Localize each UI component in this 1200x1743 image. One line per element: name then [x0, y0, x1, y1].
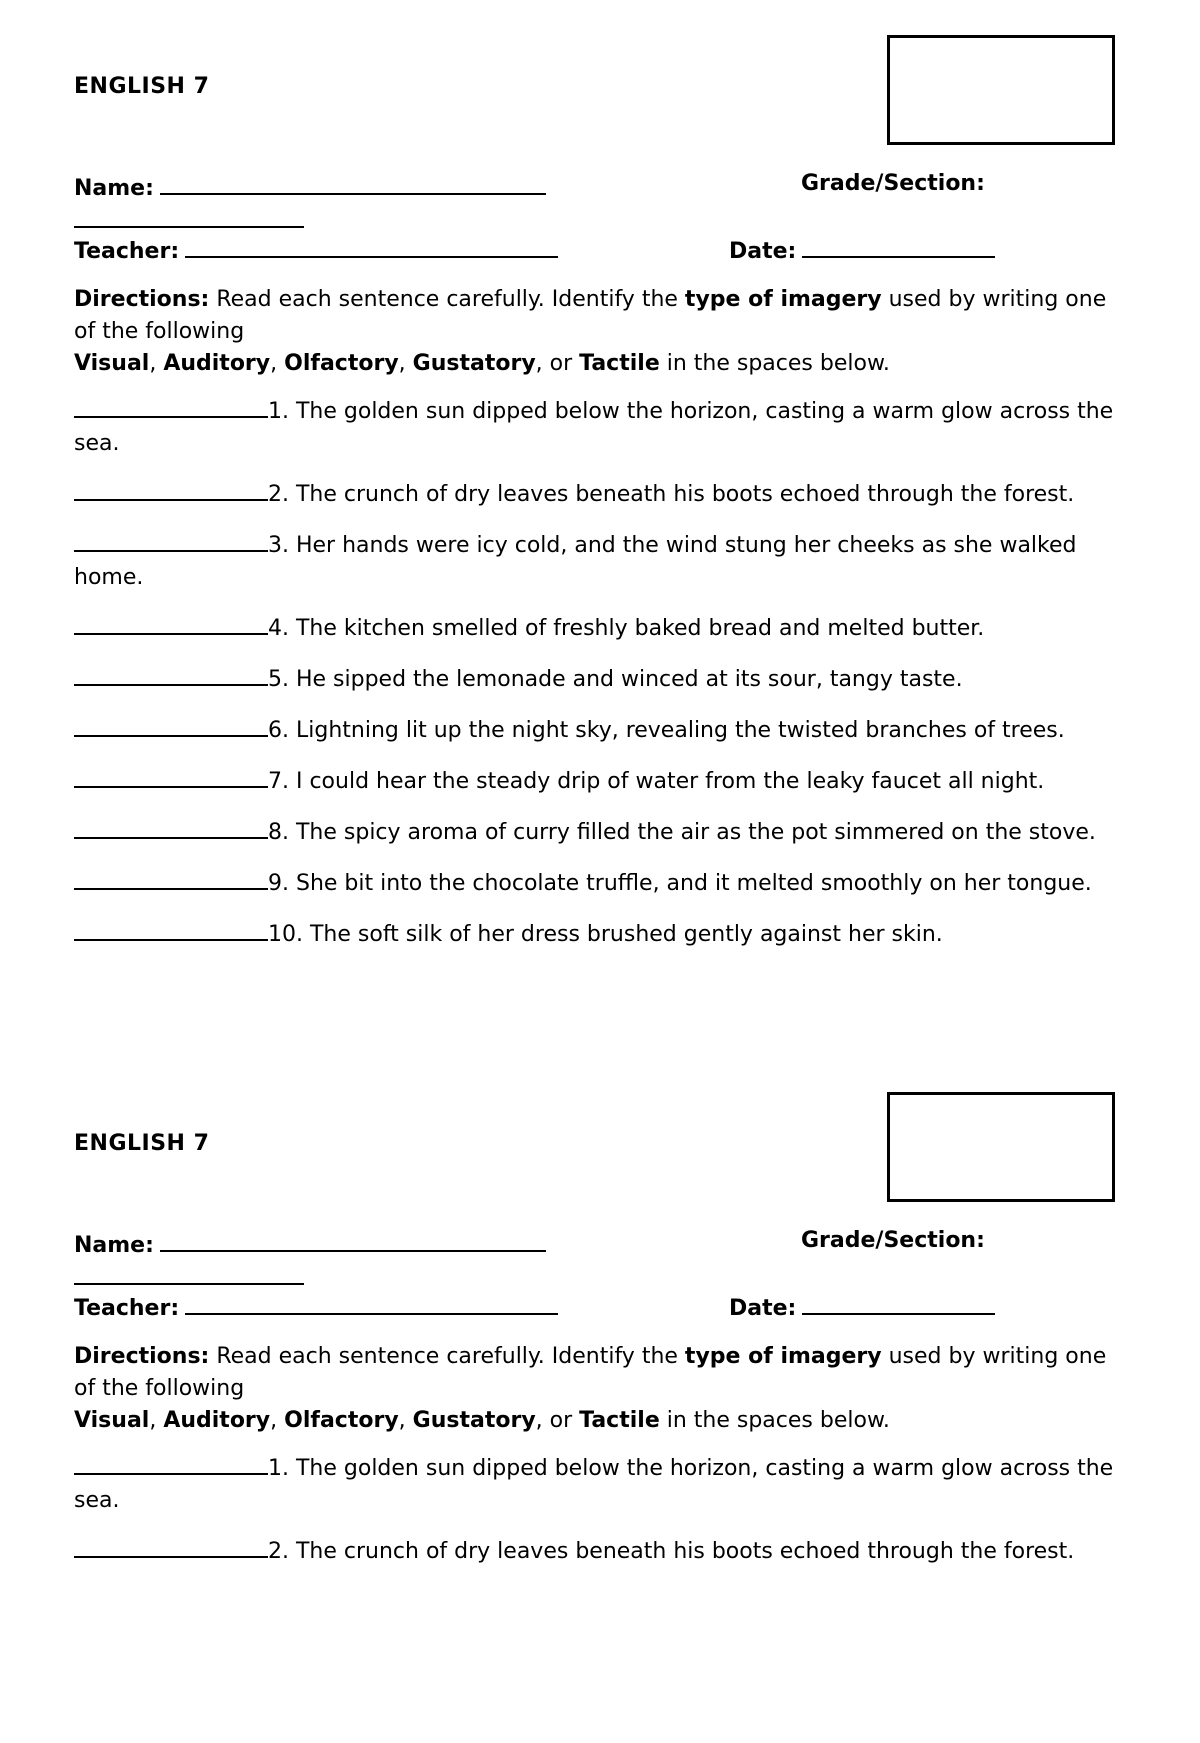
teacher-label: Teacher:: [74, 239, 180, 264]
name-label: Name:: [74, 176, 154, 201]
item-text: 2. The crunch of dry leaves beneath his boots echoed through the forest.: [268, 1539, 1075, 1564]
type-auditory: Auditory: [163, 351, 271, 376]
type-tactile: Tactile: [579, 1408, 660, 1433]
date-label: Date:: [729, 1296, 797, 1321]
list-item: [74, 1451, 1124, 1517]
list-item: [74, 713, 1124, 747]
directions-text: used by writing one of the following: [74, 1344, 1107, 1401]
item-text: 7. I could hear the steady drip of water from the leaky faucet all night.: [268, 769, 1045, 794]
name-field: [74, 1228, 546, 1258]
item-text: 6. Lightning lit up the night sky, revealing the twisted branches of trees.: [268, 718, 1065, 743]
answer-blank[interactable]: [74, 866, 268, 890]
directions-label: Directions:: [74, 287, 210, 312]
teacher-field: [74, 234, 558, 264]
type-visual: Visual: [74, 1408, 150, 1433]
answer-blank[interactable]: [74, 477, 268, 501]
date-line[interactable]: [802, 1291, 995, 1315]
list-item: [74, 917, 1124, 951]
list-item: [74, 764, 1124, 798]
item-text: 2. The crunch of dry leaves beneath his boots echoed through the forest.: [268, 482, 1075, 507]
answer-blank[interactable]: [74, 1534, 268, 1558]
name-line[interactable]: [160, 171, 546, 195]
answer-blank[interactable]: [74, 764, 268, 788]
separator: ,: [149, 351, 164, 376]
separator: ,: [270, 1408, 285, 1433]
grade-section-field: [801, 1228, 985, 1253]
name-line[interactable]: [160, 1228, 546, 1252]
score-box: [887, 1092, 1115, 1202]
teacher-field: [74, 1291, 558, 1321]
item-text: 1. The golden sun dipped below the horizon, casting a warm glow across the sea.: [74, 1456, 1114, 1513]
directions: [74, 284, 1114, 380]
list-item: [74, 394, 1124, 460]
answer-blank[interactable]: [74, 662, 268, 686]
list-item: [74, 662, 1124, 696]
item-text: 4. The kitchen smelled of freshly baked bread and melted butter.: [268, 616, 985, 641]
grade-section-field: [801, 171, 985, 196]
answer-blank[interactable]: [74, 611, 268, 635]
answer-blank[interactable]: [74, 1451, 268, 1475]
item-text: 1. The golden sun dipped below the horizon, casting a warm glow across the sea.: [74, 399, 1114, 456]
grade-section-line[interactable]: [74, 226, 304, 228]
directions-label: Directions:: [74, 1344, 210, 1369]
directions-end: in the spaces below.: [659, 1408, 890, 1433]
name-label: Name:: [74, 1233, 154, 1258]
directions-end: in the spaces below.: [659, 351, 890, 376]
name-field: [74, 171, 546, 201]
item-text: 9. She bit into the chocolate truffle, and it melted smoothly on her tongue.: [268, 871, 1092, 896]
list-item: [74, 477, 1124, 511]
answer-blank[interactable]: [74, 917, 268, 941]
answer-blank[interactable]: [74, 394, 268, 418]
list-item: [74, 1534, 1124, 1568]
list-item: [74, 866, 1124, 900]
date-field: [729, 234, 995, 264]
grade-section-label: Grade/Section:: [801, 1228, 985, 1253]
directions-emphasis: type of imagery: [684, 1344, 882, 1369]
grade-section-line[interactable]: [74, 1283, 304, 1285]
separator: ,: [149, 1408, 164, 1433]
answer-blank[interactable]: [74, 528, 268, 552]
type-olfactory: Olfactory: [284, 351, 399, 376]
teacher-label: Teacher:: [74, 1296, 180, 1321]
separator: ,: [398, 351, 413, 376]
list-item: [74, 611, 1124, 645]
subject-title: ENGLISH 7: [74, 1131, 210, 1156]
separator: ,: [398, 1408, 413, 1433]
item-text: 10. The soft silk of her dress brushed gently against her skin.: [268, 922, 943, 947]
subject-title: ENGLISH 7: [74, 74, 210, 99]
separator: , or: [535, 1408, 580, 1433]
teacher-line[interactable]: [185, 1291, 558, 1315]
teacher-line[interactable]: [185, 234, 558, 258]
directions-text: Read each sentence carefully. Identify the: [209, 287, 685, 312]
answer-blank[interactable]: [74, 713, 268, 737]
score-box: [887, 35, 1115, 145]
type-gustatory: Gustatory: [412, 1408, 536, 1433]
answer-blank[interactable]: [74, 815, 268, 839]
type-auditory: Auditory: [163, 1408, 271, 1433]
directions-text: used by writing one of the following: [74, 287, 1107, 344]
type-olfactory: Olfactory: [284, 1408, 399, 1433]
list-item: [74, 815, 1124, 849]
separator: , or: [535, 351, 580, 376]
type-visual: Visual: [74, 351, 150, 376]
directions-emphasis: type of imagery: [684, 287, 882, 312]
type-tactile: Tactile: [579, 351, 660, 376]
item-list: [74, 1451, 1124, 1585]
date-field: [729, 1291, 995, 1321]
date-label: Date:: [729, 239, 797, 264]
item-text: 5. He sipped the lemonade and winced at its sour, tangy taste.: [268, 667, 963, 692]
item-text: 3. Her hands were icy cold, and the wind stung her cheeks as she walked home.: [74, 533, 1077, 590]
date-line[interactable]: [802, 234, 995, 258]
item-text: 8. The spicy aroma of curry filled the air as the pot simmered on the stove.: [268, 820, 1096, 845]
directions-text: Read each sentence carefully. Identify the: [209, 1344, 685, 1369]
separator: ,: [270, 351, 285, 376]
grade-section-label: Grade/Section:: [801, 171, 985, 196]
list-item: [74, 528, 1124, 594]
item-list: [74, 394, 1124, 968]
type-gustatory: Gustatory: [412, 351, 536, 376]
directions: [74, 1341, 1114, 1437]
